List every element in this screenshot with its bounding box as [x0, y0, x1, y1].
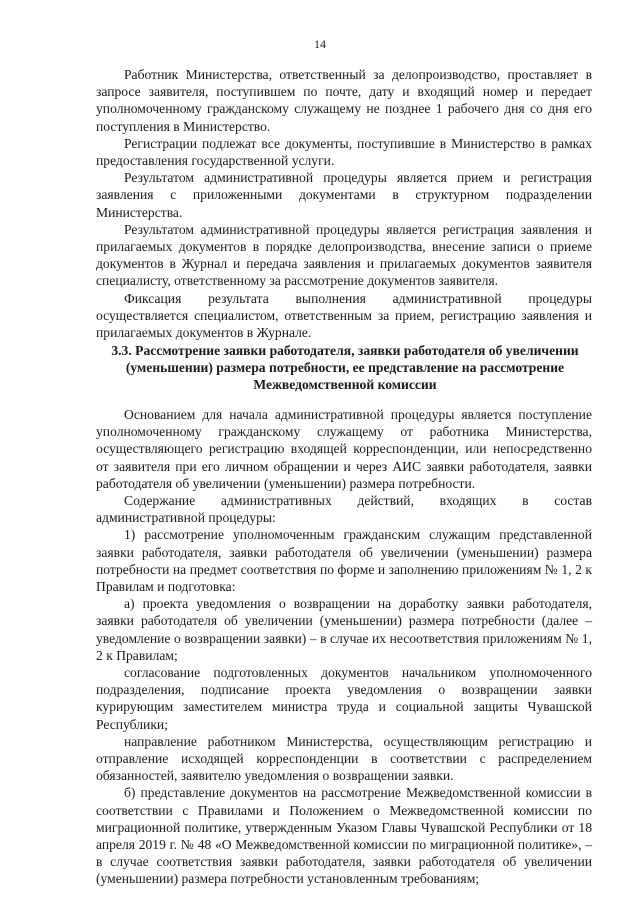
page-number: 14: [314, 37, 326, 51]
paragraph-registration-3: Результатом административной процедуры является прием и регистрация заявления с приложенными документами в структурном подразделении Министерства.: [96, 170, 592, 220]
paragraph-registration-1: Работник Министерства, ответственный за делопроизводство, проставляет в запросе заявителя, поступившем по почте, дату и входящий номер и передает уполномоченному гражданскому служащему не позднее 1 рабочего дня со дня его поступления в Министерство.: [96, 67, 592, 134]
paragraph-review-item-1: 1) рассмотрение уполномоченным гражданским служащим представленной заявки работодателя, заявки работодателя об увеличении (уменьшении) размера потребности на предмет соответствия по форме и заполнению приложениям № 1, 2 к Правилам и подготовка:: [96, 527, 592, 595]
paragraph-registration-5: Фиксация результата выполнения административной процедуры осуществляется специалистом, ответственным за прием, регистрацию заявления и прилагаемых документов в Журнале.: [96, 290, 592, 341]
paragraph-review-item-a: а) проекта уведомления о возвращении на доработку заявки работодателя, заявки работодателя об увеличении (уменьшении) размера потребности (далее – уведомление о возвращении заявки) – в случае их несоответствия приложениям № 1, 2 к Правилам;: [96, 596, 592, 663]
section-review: [96, 406, 592, 888]
paragraph-review-content: Содержание административных действий, входящих в состав административной процедуры:: [96, 493, 592, 526]
paragraph-registration-4: Результатом административной процедуры является регистрация заявления и прилагаемых документов в порядке делопроизводства, внесение записи о приеме документов в Журнал и передача заявления и прилагаемых документов заявителя специалисту, ответственному за рассмотрение документов заявителя.: [96, 221, 592, 289]
paragraph-review-item-b: б) представление документов на рассмотрение Межведомственной комиссии в соответствии с Правилами и Положением о Межведомственной комиссии по миграционной политике, утвержденным Указом Главы Чувашской Республики от 18 апреля 2019 г. № 48 «О Межведомственной комиссии по миграционной политике», – в случае соответствия заявки работодателя, заявки работодателя об увеличении (уменьшении) размера потребности установленным требованиям;: [96, 785, 592, 887]
paragraph-review-approval: согласование подготовленных документов начальником уполномоченного подразделения, подписание проекта уведомления о возвращении заявки курирующим заместителем министра труда и социальной защиты Чувашской Республики;: [96, 665, 592, 732]
paragraph-review-basis: Основанием для начала административной процедуры является поступление уполномоченному гражданскому служащему от работника Министерства, осуществляющего регистрацию входящей корреспонденции, или непосредственно от заявителя при его личном обращении и через АИС заявки работодателя, заявки работодателя об увеличении (уменьшении) размера потребности.: [96, 407, 592, 491]
paragraph-review-sending: направление работником Министерства, осуществляющим регистрацию и отправление исходящей корреспонденции в соответствии с распределением обязанностей, заявителю уведомления о возвращении заявки.: [96, 733, 592, 784]
paragraph-registration-2: Регистрации подлежат все документы, поступившие в Министерство в рамках предоставления государственной услуги.: [96, 135, 592, 169]
section-registration: [96, 66, 592, 341]
section-heading: 3.3. Рассмотрение заявки работодателя, заявки работодателя об увеличении (уменьшении) размера потребности, ее представление на рассмотрение Межведомственной комиссии: [111, 343, 579, 393]
